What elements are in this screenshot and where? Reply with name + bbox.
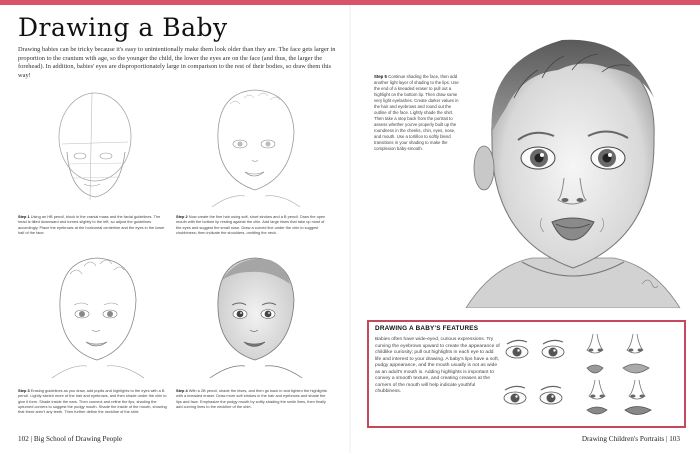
step2-caption [176,214,330,235]
step1-label: Step 1 [18,214,30,219]
step4-caption [176,388,330,409]
step1-caption [18,214,168,235]
features-text: Babies often have wide-eyed, curious expressions. Try curving the eyebrows upward to create the appearance of childlike curiosity; pull out highlights in each eye to add life and interest to your drawing. A baby's lips have a soft, pudgy appearance, and the mouth usually is not as wide as an adult's mouth is. Adding highlights is important to convey a smooth texture, and creating creases at the corners of the mouth will help indicate youthful chubbiness. [375,337,500,394]
step1-sketch [40,82,150,212]
step3-label: Step 3 [18,388,30,393]
step3-caption [18,388,168,414]
step3-text: Erasing guidelines as you draw, add pupils and highlights to the eyes with a B pencil. Lightly sketch more of the hair and eyebrows, and then shade under the chin to give it form. Shade inside the ears. Then connect and refine the lips, shading the upturned corners to suggest the pudgy mouth. Shade the inside of the mouth, showing that there aren't any teeth. Then further define the neckline of the shirt. [18,388,167,415]
page-title: Drawing a Baby [18,13,228,42]
step2-label: Step 2 [176,214,188,219]
step2-sketch [200,82,310,212]
step4-sketch [200,250,310,380]
footer-right: Drawing Children's Portraits | 103 [581,435,680,443]
step5-caption [374,74,460,152]
intro-paragraph: Drawing babies can be tricky because it's easy to unintentionally make them look older than they are. The face gets larger in proportion to the cranium with age, so the younger the child, the lower the eyes are on the face (and thus, the larger the forehead). In addition, babies' eyes are disproportionately large in comparison to the rest of their bodies, so draw them this way! [18,46,336,79]
step5-label: Step 5 [374,74,387,79]
feature-studies-drawing [503,328,678,420]
features-sidebar [367,320,686,428]
page-gutter [349,5,351,453]
step2-text: Now create the fine hair using soft, short strokes and a B pencil. Draw the open mouth with the bottom lip resting against the chin. Add large irises that take up most of the eyes and suggest the small nose. Draw a curved line under the chin to suggest chubbiness; then indicate the shoulders, omitting the neck. [176,214,326,235]
step5-text: Continue shading the face, then add another light layer of shading to the lips. Use the end of a kneaded eraser to pull out a highlight on the bottom lip. Then draw some very light eyelashes. Create darker values in the hair and eyebrows and round out the outline of the face. Lightly shade the shirt. Then take a step back from the portrait to assess whether you've properly built up the roundness in the cheeks, chin, eyes, nose, and mouth. Use a tortillon to softly blend transitions in your shading to make the complexion baby-smooth. [374,74,459,151]
baby-portrait-drawing [462,28,684,308]
step4-label: Step 4 [176,388,188,393]
step3-sketch [42,250,152,380]
step1-text: Using an HB pencil, block in the cranial mass and the facial guidelines. The head is tilted downward and turned slightly to the left, so adjust the guidelines accordingly. Place the eyebrows at the horizontal centerline and the eyes in the lower half of the face. [18,214,165,235]
step4-text: With a 2B pencil, shade the irises, and then go back in and tighten the highlights with a kneaded eraser. Draw more soft strokes in the hair and eyebrows and shade the lips and face. Emphasize the pudgy mouth by softly shading the smile lines, then finally add curving lines to the neckline of the shirt. [176,388,327,409]
features-heading: DRAWING A BABY'S FEATURES [375,325,479,332]
footer-left: 102 | Big School of Drawing People [18,435,123,443]
